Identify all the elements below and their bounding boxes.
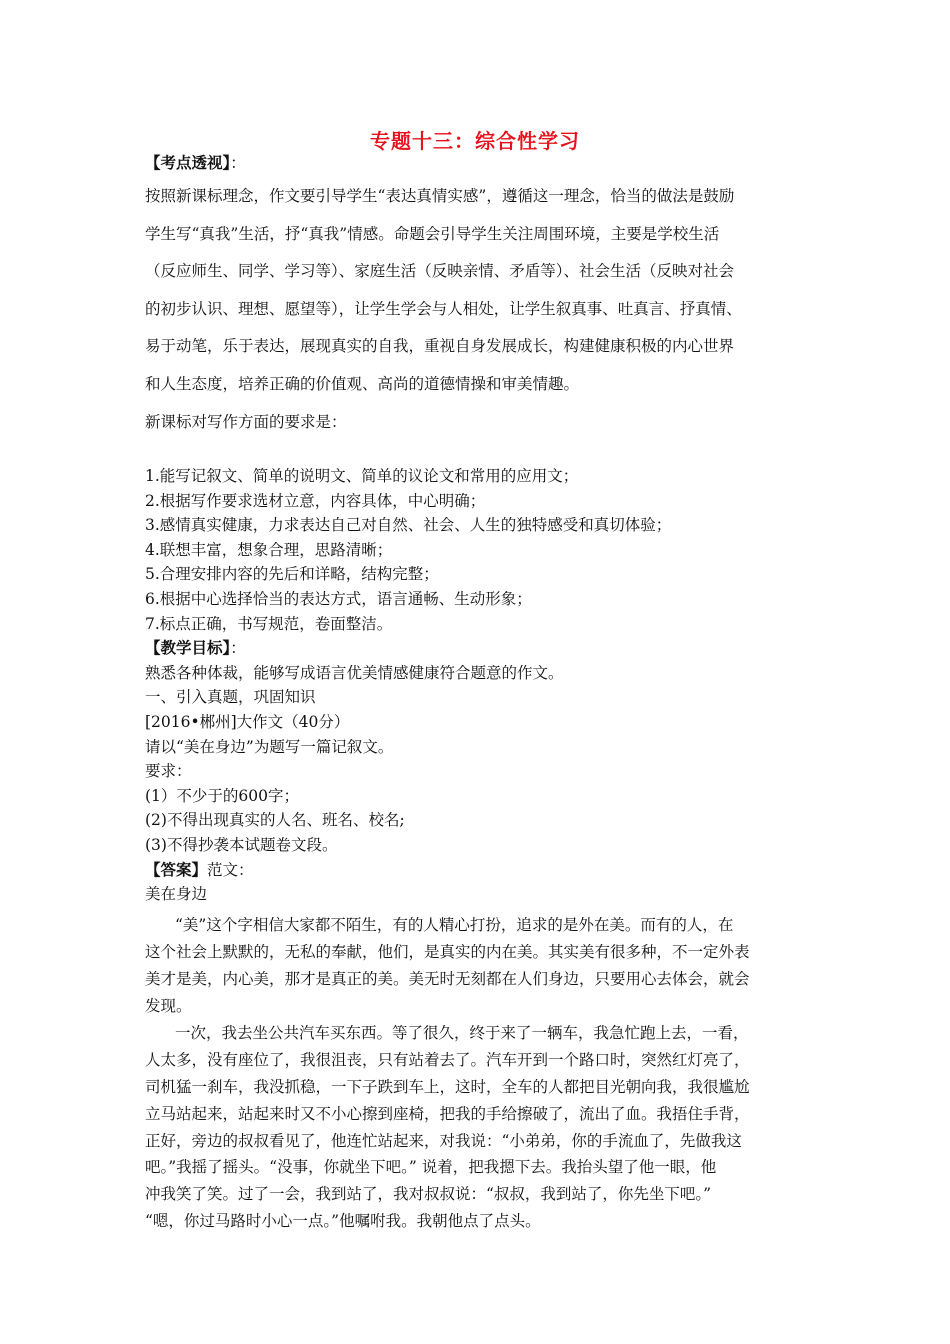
teaching-line: 要求：: [145, 762, 192, 781]
essay-line: 这个社会上默默的，无私的奉献，他们，是真实的内在美。其实美有很多种，不一定外表: [145, 942, 750, 961]
essay-paragraph-1: [145, 912, 810, 1020]
requirement-item: 3.感情真实健康，力求表达自己对自然、社会、人生的独特感受和真切体验；: [145, 516, 672, 535]
essay-line: 冲我笑了笑。过了一会，我到站了，我对叔叔说：“叔叔，我到站了，你先坐下吧。”: [145, 1185, 712, 1204]
essay-line: 一次，我去坐公共汽车买东西。等了很久，终于来了一辆车，我急忙跑上去，一看，: [175, 1024, 749, 1042]
kaodian-heading-line: [145, 150, 810, 176]
answer-heading: 【答案】: [145, 859, 208, 879]
teaching-heading-line: [145, 636, 810, 661]
requirement-item: 6.根据中心选择恰当的表达方式，语言通畅、生动形象；: [145, 589, 532, 608]
teaching-heading-suffix: ：: [230, 639, 246, 658]
teaching-line: (1）不少于的600字；: [145, 786, 299, 805]
intro-line: 按照新课标理念，作文要引导学生“表达真情实感”，遵循这一理念，恰当的做法是鼓励: [145, 187, 735, 205]
document-title: 专题十三：综合性学习: [370, 129, 580, 153]
intro-line: 学生写“真我”生活，抒“真我”情感。命题会引导学生关注周围环境，主要是学校生活: [145, 224, 720, 243]
requirement-item: 4.联想丰富，想象合理，思路清晰；: [145, 540, 393, 559]
intro-line: 的初步认识、理想、愿望等），让学生学会与人相处，让学生叙真事、吐真言、抒真情、: [145, 299, 742, 318]
answer-heading-line: [145, 858, 810, 883]
essay-line: 吧。”我摇了摇头。“没事，你就坐下吧。” 说着，把我摁下去。我抬头望了他一眼，他: [145, 1158, 717, 1177]
requirement-item: 5.合理安排内容的先后和详略，结构完整；: [145, 565, 439, 584]
essay-line: “嗯，你过马路时小心一点。”他嘱咐我。我朝他点了点头。: [145, 1212, 541, 1231]
requirement-item: 7.标点正确，书写规范，卷面整洁。: [145, 614, 393, 633]
kaodian-heading-suffix: ：: [230, 154, 246, 172]
teaching-line: 请以“美在身边”为题写一篇记叙文。: [145, 737, 394, 756]
intro-paragraph: [145, 178, 810, 441]
essay-line: 美才是美，内心美，那才是真正的美。美无时无刻都在人们身边，只要用心去体会，就会: [145, 969, 750, 988]
requirements-list: [145, 464, 810, 907]
essay-line: 立马站起来，站起来时又不小心擦到座椅，把我的手给擦破了，流出了血。我捂住手背，: [145, 1104, 750, 1123]
kaodian-heading: 【考点透视】: [145, 153, 231, 172]
teaching-line: 熟悉各种体裁，能够写成语言优美情感健康符合题意的作文。: [145, 663, 564, 682]
teaching-line: (2)不得出现真实的人名、班名、校名;: [145, 811, 405, 830]
teaching-heading: 【教学目标】: [145, 638, 231, 658]
teaching-line: [2016•郴州]大作文（40分）: [145, 712, 350, 731]
intro-line: 易于动笔，乐于表达，展现真实的自我，重视自身发展成长，构建健康积极的内心世界: [145, 337, 735, 356]
requirement-item: 2.根据写作要求选材立意，内容具体，中心明确；: [145, 491, 486, 510]
essay-line: 人太多，没有座位了，我很沮丧，只有站着去了。汽车开到一个路口时，突然红灯亮了，: [145, 1050, 750, 1069]
kaodian-section: [145, 150, 810, 176]
intro-line: （反应师生、同学、学习等）、家庭生活（反映亲情、矛盾等）、社会生活（反映对社会: [145, 262, 735, 281]
essay-line: “美”这个字相信大家都不陌生，有的人精心打扮，追求的是外在美。而有的人，在: [175, 916, 734, 934]
requirement-item: 1.能写记叙文、简单的说明文、简单的议论文和常用的应用文；: [145, 467, 579, 485]
essay-title: 美在身边: [145, 885, 208, 904]
essay-line: 正好，旁边的叔叔看见了，他连忙站起来，对我说：“小弟弟，你的手流血了，先做我这: [145, 1131, 742, 1150]
teaching-line: 一、引入真题，巩固知识: [145, 688, 316, 707]
intro-line: 新课标对写作方面的要求是：: [145, 412, 347, 431]
intro-line: 和人生态度，培养正确的价值观、高尚的道德情操和审美情趣。: [145, 374, 580, 393]
answer-heading-suffix: 范文：: [207, 860, 254, 879]
essay-line: 司机猛一刹车，我没抓稳，一下子跌到车上，这时，全车的人都把目光朝向我，我很尴尬: [145, 1077, 750, 1096]
essay-line: 发现。: [145, 996, 192, 1015]
essay-paragraph-2: [145, 1020, 810, 1235]
teaching-line: (3)不得抄袭本试题卷文段。: [145, 835, 338, 854]
